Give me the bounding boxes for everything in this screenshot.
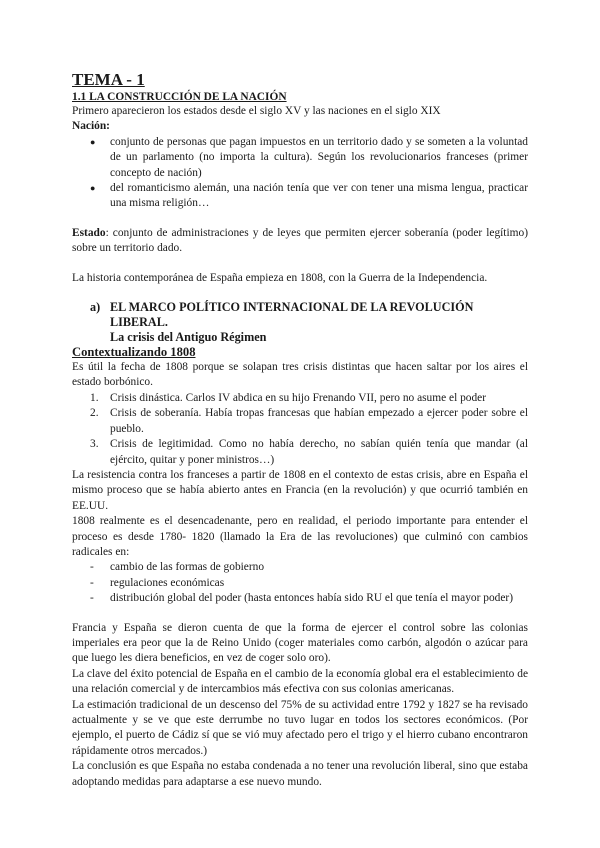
page-title: TEMA - 1 xyxy=(72,70,145,89)
list-item: ● conjunto de personas que pagan impuestos en un territorio dado y se someten a la voluntad de un parlamento (no importa la cultura). Según los revolucionarios franceses (primer concepto de nación) xyxy=(110,135,528,181)
list-item: ● del romanticismo alemán, una nación tenía que ver con tener una misma lengua, practicar una misma religión… xyxy=(110,181,528,212)
nacion-label: Nación: xyxy=(72,120,110,133)
item-number: 3. xyxy=(90,438,99,451)
intro-paragraph: Primero aparecieron los estados desde el siglo XV y las naciones en el siglo XIX xyxy=(72,105,441,117)
item-text: distribución global del poder (hasta entonces había sido RU el que tenía el mayor poder) xyxy=(110,592,513,605)
item-text: regulaciones económicas xyxy=(110,576,225,589)
crisis-list xyxy=(72,391,528,468)
section-a-line2: La crisis del Antiguo Régimen xyxy=(110,330,267,345)
list-item xyxy=(90,560,528,575)
estado-label: Estado xyxy=(72,226,106,239)
item-number: 1. xyxy=(90,391,99,404)
context-intro: Es útil la fecha de 1808 porque se solapan tres crisis distintas que hacen saltar por los aires el estado borbónico. xyxy=(72,361,528,389)
list-item xyxy=(90,406,528,437)
historia-paragraph: La historia contemporánea de España empieza en 1808, con la Guerra de la Independencia. xyxy=(72,271,488,284)
estado-text: : conjunto de administraciones y de leyes que permiten ejercer soberanía (poder legítimo) sobre un territorio dado. xyxy=(72,226,528,255)
item-dash: - xyxy=(90,576,94,589)
desencadenante-paragraph: 1808 realmente es el desencadenante, pero en realidad, el periodo importante para entender el proceso es desde 1780- 1820 (llamado la Era de las revoluciones) que culminó con cambios radicales en: xyxy=(72,515,528,558)
nacion-list xyxy=(72,135,528,212)
estado-paragraph xyxy=(72,226,528,257)
cambios-list xyxy=(72,560,528,606)
item-dash: - xyxy=(90,592,94,605)
item-text: Crisis de legitimidad. Como no había derecho, no sabían quién tenía que mandar (al ejército, quitar y poner ministros…) xyxy=(110,438,528,466)
section-a-marker: a) xyxy=(90,300,101,315)
item-number: 2. xyxy=(90,407,99,420)
item-text: Crisis dinástica. Carlos IV abdica en su hijo Frenando VII, pero no asume el poder xyxy=(110,391,487,404)
section-a-heading xyxy=(72,300,528,345)
section-a-line1: EL MARCO POLÍTICO INTERNACIONAL DE LA REVOLUCIÓN LIBERAL. xyxy=(110,300,474,330)
conclusion-paragraph: La conclusión es que España no estaba condenada a no tener una revolución liberal, sino que estaba adoptando medidas para adaptarse a ese nuevo mundo. xyxy=(72,760,528,788)
clave-paragraph: La clave del éxito potencial de España en el cambio de la economía global era el establecimiento de una relación comercial y de intercambios más efectiva con sus colonias americanas. xyxy=(72,667,528,696)
item-text: Crisis de soberanía. Había tropas francesas que habían empezado a ejercer poder sobre el pueblo. xyxy=(110,407,528,435)
estimacion-paragraph: La estimación tradicional de un descenso del 75% de su actividad entre 1792 y 1827 se ha revisado actualmente y se ve que este derrumbe no tuvo lugar en todos los sectores económicos. (Por ejemplo, el puerto de Cádiz sí que se vió muy afectado pero el trigo y el hierro cubano encontraron rápidamente otros mercados.) xyxy=(72,698,528,757)
item-text: cambio de las formas de gobierno xyxy=(110,561,265,574)
section-subtitle: 1.1 LA CONSTRUCCIÓN DE LA NACIÓN xyxy=(72,91,287,103)
list-item xyxy=(90,391,528,406)
context-heading: Contextualizando 1808 xyxy=(72,345,196,360)
list-item xyxy=(90,591,528,606)
list-item xyxy=(90,437,528,468)
resistencia-paragraph: La resistencia contra los franceses a partir de 1808 en el contexto de estas crisis, abre en España el mismo proceso que se había abierto antes en Francia (en la revolución) y que ocurrió también en EE.UU. xyxy=(72,468,528,512)
item-dash: - xyxy=(90,561,94,574)
francia-paragraph: Francia y España se dieron cuenta de que la forma de ejercer el control sobre las colonias imperiales era peor que la de Reino Unido (coger materiales como carbón, algodón o azúcar para que luego les diera beneficios, en vez de coger solo oro). xyxy=(72,621,528,665)
document-content xyxy=(72,70,528,790)
list-item xyxy=(90,576,528,591)
